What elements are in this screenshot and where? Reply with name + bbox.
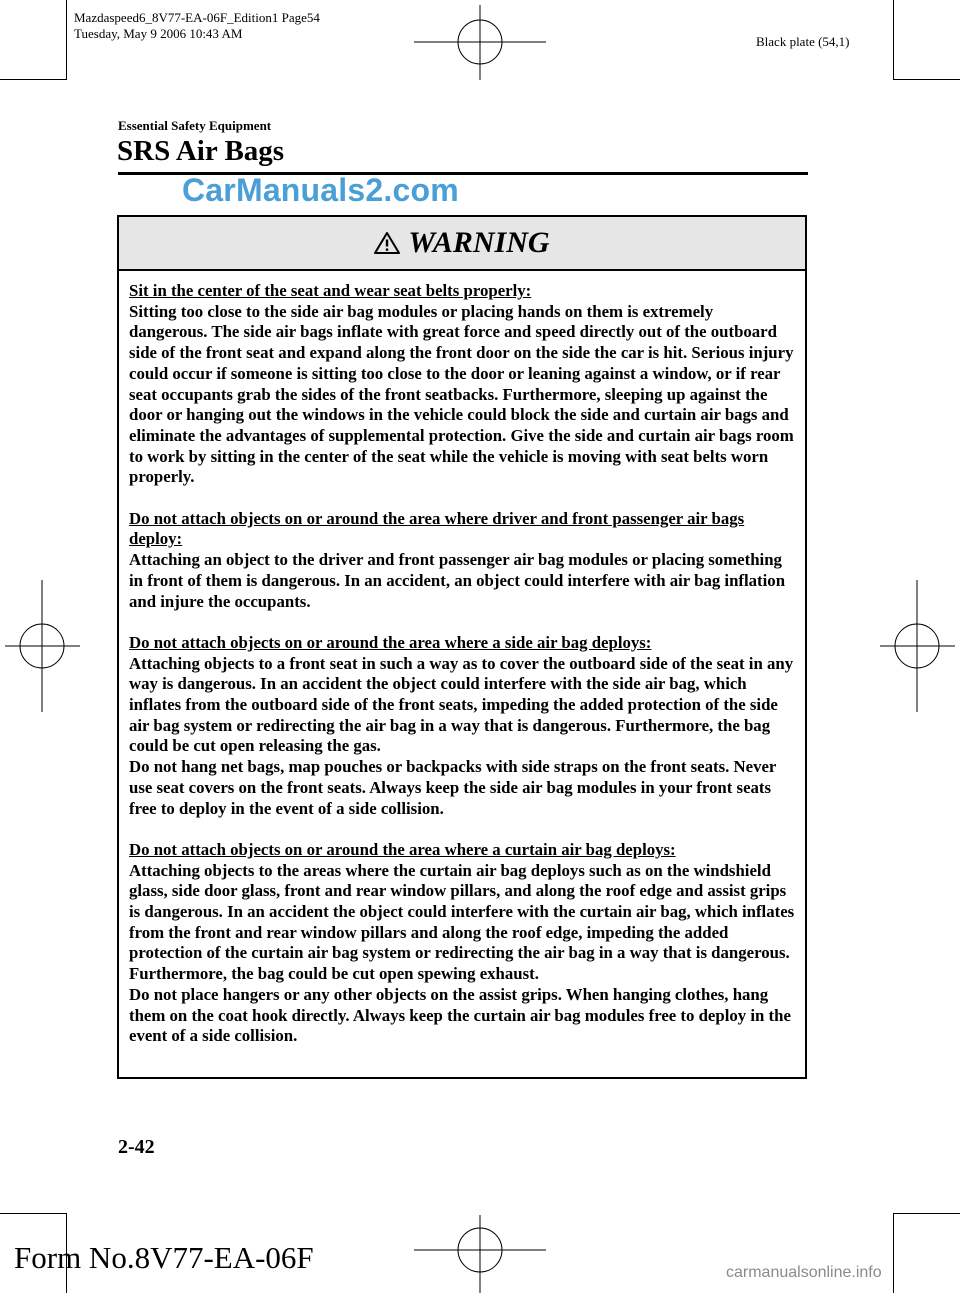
registration-mark-right (880, 580, 955, 712)
warning-heading: WARNING (408, 226, 550, 259)
paragraph-heading: Do not attach objects on or around the area where a curtain air bag deploys: (129, 839, 676, 859)
print-header (74, 10, 320, 42)
crop-mark (66, 0, 67, 80)
paragraph-body: Attaching an object to the driver and front passenger air bag modules or placing something in front of them is dangerous. In an accident, an object could interfere with air bag inflation and injure the occupants. (129, 550, 786, 611)
watermark-logo: CarManuals2.com (182, 172, 459, 208)
section-label: Essential Safety Equipment (118, 118, 272, 133)
warning-paragraph (129, 633, 795, 819)
form-number: Form No.8V77-EA-06F (14, 1240, 314, 1275)
paragraph-body: Sitting too close to the side air bag modules or placing hands on them is extremely dangerous. The side air bags inflate with great force and speed directly out of the outboard side of the front seat and expand along the front door on the side the car is hit. Serious injury could occur if someone is sitting too close to the door or leaning against a window, or if rear seat occupants grab the sides of the front seatbacks. Furthermore, sleeping up against the door or hanging out the windows in the vehicle could block the side and curtain air bags and eliminate the advantages of supplemental protection. Give the side and curtain air bags room to work by sitting in the center of the seat while the vehicle is moving with seat belts worn properly. (129, 301, 794, 487)
crop-mark (0, 1213, 66, 1214)
page-title: SRS Air Bags (117, 135, 285, 167)
print-header-line1: Mazdaspeed6_8V77-EA-06F_Edition1 Page54 (74, 10, 320, 25)
page-number: 2-42 (118, 1136, 155, 1158)
paragraph-heading: Do not attach objects on or around the area where driver and front passenger air bags deploy: (129, 508, 745, 549)
paragraph-heading: Sit in the center of the seat and wear seat belts properly: (129, 281, 532, 300)
footer-site-link[interactable]: carmanualsonline.info (726, 1264, 882, 1281)
paragraph-heading: Do not attach objects on or around the area where a side air bag deploys: (129, 632, 652, 652)
paragraph-body: Attaching objects to a front seat in such a way as to cover the outboard side of the seat in any way is dangerous. In an accident the object could interfere with the side air bag, which inflates from the outboard side of the front seats, impeding the added protection of the side air bag system or redirecting the air bag in a way that is dangerous. Furthermore, the bag could be cut open releasing the gas. Do not hang net bags, map pouches or backpacks with side straps on the front seats. Never use seat covers on the front seats. Always keep the side air bag modules in your front seats free to deploy in the event of a side collision. (129, 653, 794, 818)
warning-paragraph (129, 509, 795, 613)
warning-triangle-icon (374, 231, 400, 255)
registration-mark-top (414, 5, 546, 80)
print-header-line2: Tuesday, May 9 2006 10:43 AM (74, 26, 243, 41)
warning-header (119, 217, 805, 271)
warning-body (119, 271, 805, 1047)
plate-label: Black plate (54,1) (756, 34, 850, 49)
registration-mark-left (5, 580, 80, 712)
crop-mark (0, 79, 66, 80)
crop-mark (893, 0, 894, 80)
warning-paragraph (129, 281, 795, 488)
registration-mark-bottom (414, 1215, 546, 1293)
paragraph-body: Attaching objects to the areas where the curtain air bag deploys such as on the windshield glass, side door glass, front and rear window pillars, and along the roof edge and assist grips is dangerous. In an accident the object could interfere with the curtain air bag, which inflates from the front and rear window pillars and along the roof edge, impeding the added protection of the curtain air bag system or redirecting the air bag in a way that is dangerous. Furthermore, the bag could be cut open spewing exhaust. Do not place hangers or any other objects on the assist grips. When hanging clothes, hang them on the coat hook directly. Always keep the curtain air bag modules free to deploy in the event of a side collision. (129, 860, 795, 1046)
crop-mark (893, 1213, 894, 1293)
crop-mark (894, 79, 960, 80)
warning-box (117, 215, 807, 1079)
warning-paragraph (129, 840, 795, 1047)
crop-mark (894, 1213, 960, 1214)
